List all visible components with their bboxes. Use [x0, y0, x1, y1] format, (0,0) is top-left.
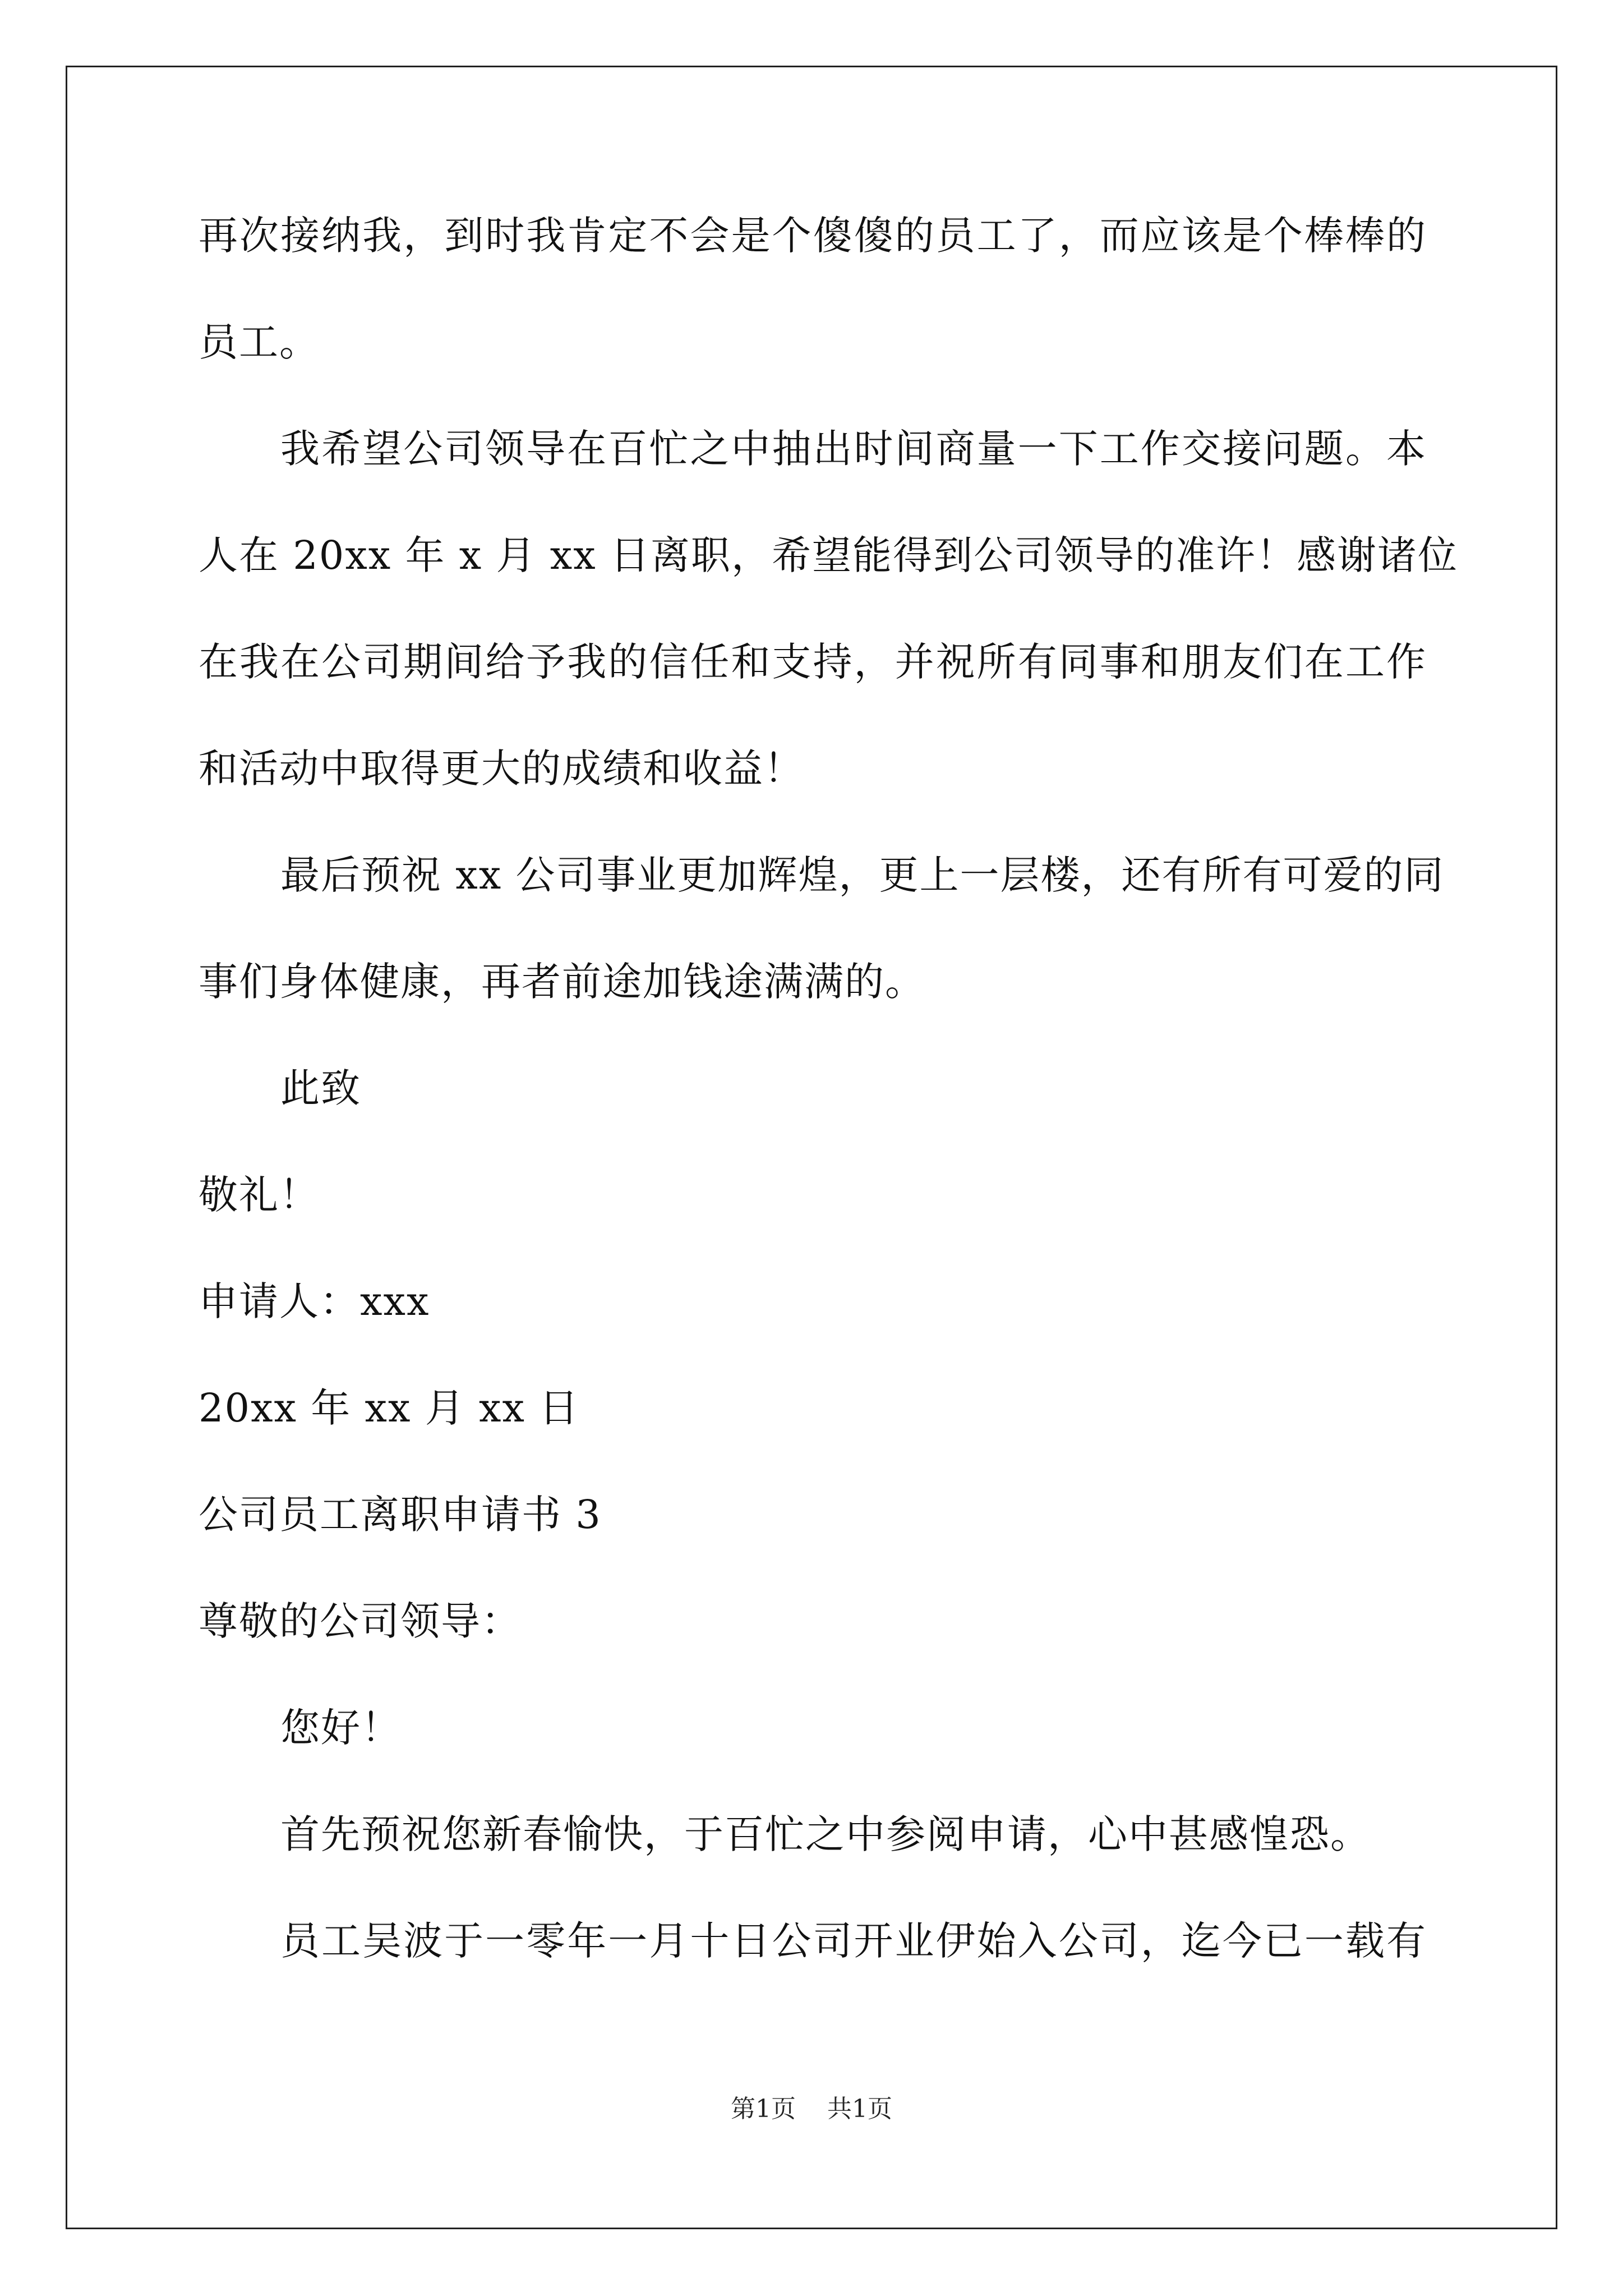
greeting-address: 尊敬的公司领导：	[199, 1598, 522, 1644]
date-line: 20xx 年 xx 月 xx 日	[199, 1385, 580, 1431]
text-line: 在我在公司期间给予我的信任和支持，并祝所有同事和朋友们在工作	[199, 639, 1427, 685]
text-line: 和活动中取得更大的成绩和收益！	[199, 746, 804, 792]
closing-salutation: 此致	[280, 1065, 361, 1111]
text-line: 员工吴波于一零年一月十日公司开业伊始入公司，迄今已一载有	[280, 1918, 1427, 1964]
text-line: 我希望公司领导在百忙之中抽出时间商量一下工作交接问题。本	[280, 426, 1427, 472]
text-line: 首先预祝您新春愉快，于百忙之中参阅申请，心中甚感惶恐。	[280, 1811, 1371, 1857]
applicant-line: 申请人：xxx	[199, 1278, 430, 1324]
greeting: 您好！	[280, 1705, 402, 1751]
text-line: 事们身体健康，再者前途加钱途满满的。	[199, 959, 925, 1005]
text-line: 人在 20xx 年 x 月 xx 日离职，希望能得到公司领导的准许！感谢诸位	[199, 532, 1458, 578]
page-border	[66, 66, 1557, 2229]
text-line: 最后预祝 xx 公司事业更加辉煌，更上一层楼，还有所有可爱的同	[280, 852, 1445, 898]
text-line: 再次接纳我，到时我肯定不会是个傻傻的员工了，而应该是个棒棒的	[199, 213, 1427, 259]
page-footer	[0, 2092, 1623, 2126]
closing-regards: 敬礼！	[199, 1172, 320, 1218]
page-number: 第1页	[731, 2095, 796, 2123]
text-line: 员工。	[199, 319, 320, 365]
page-total: 共1页	[827, 2095, 892, 2123]
section-title: 公司员工离职申请书 3	[199, 1492, 602, 1538]
